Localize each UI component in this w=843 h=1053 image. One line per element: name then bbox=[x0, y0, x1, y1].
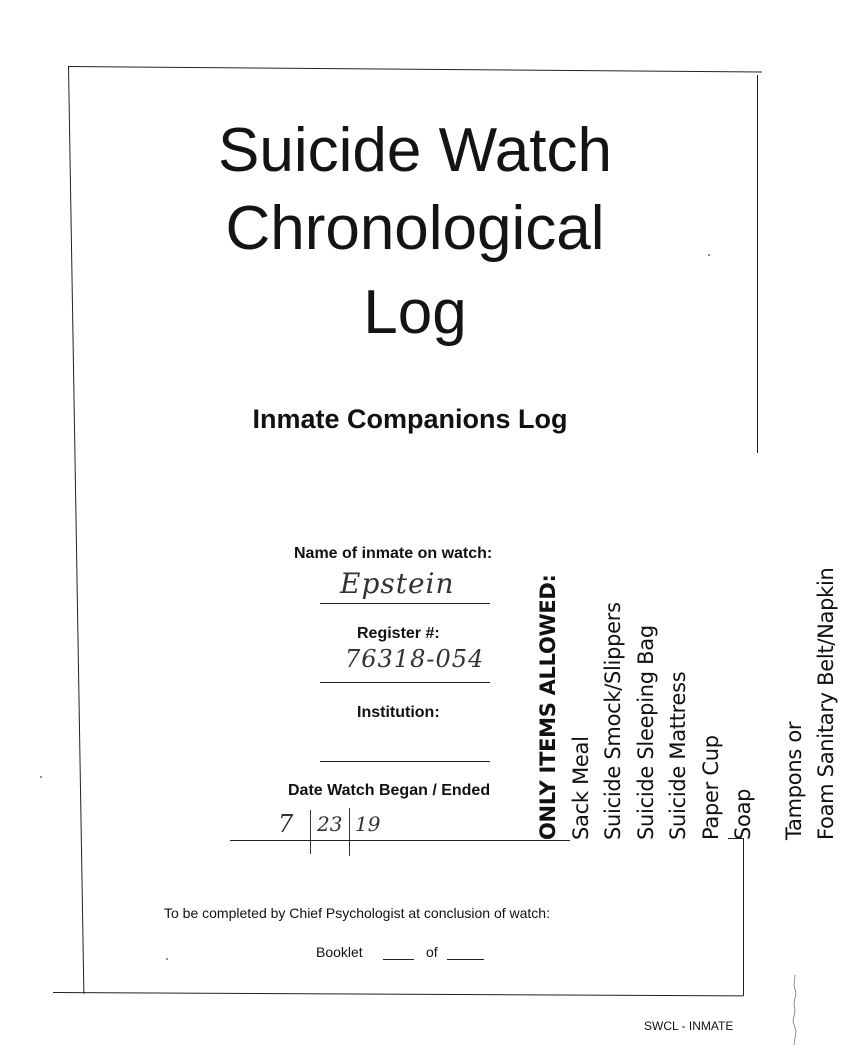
allowed-items-header: ONLY ITEMS ALLOWED: bbox=[536, 574, 560, 840]
allowed-item: Suicide Sleeping Bag bbox=[633, 625, 658, 840]
institution-underline bbox=[320, 761, 490, 762]
date-underline bbox=[230, 840, 570, 841]
allowed-item: Foam Sanitary Belt/Napkin bbox=[814, 567, 838, 840]
scan-speck bbox=[166, 958, 168, 960]
allowed-item: Sack Meal bbox=[568, 736, 593, 840]
inmate-name-value[interactable]: Epstein bbox=[340, 567, 455, 600]
booklet-total-blank[interactable] bbox=[447, 959, 484, 960]
page-border-top bbox=[69, 66, 762, 72]
page-border-right-upper bbox=[757, 75, 758, 453]
allowed-items-sticker bbox=[532, 470, 838, 840]
register-label: Register #: bbox=[357, 625, 440, 642]
allowed-item: Suicide Smock/Slippers bbox=[601, 602, 625, 840]
title-line-3: Log bbox=[363, 278, 467, 347]
allowed-item: Soap bbox=[731, 788, 755, 840]
booklet-of-label: of bbox=[426, 944, 438, 960]
subtitle: Inmate Companions Log bbox=[252, 404, 568, 434]
institution-label: Institution: bbox=[357, 704, 440, 721]
scan-speck bbox=[40, 776, 42, 778]
margin-scribble bbox=[792, 975, 798, 1045]
date-watch-label: Date Watch Began / Ended bbox=[288, 782, 491, 799]
form-code: SWCL - INMATE bbox=[644, 1019, 734, 1033]
page-border-right-lower bbox=[743, 838, 744, 996]
inmate-name-underline bbox=[320, 603, 490, 604]
title-line-2: Chronological bbox=[225, 194, 605, 263]
allowed-item: Tampons or bbox=[781, 721, 806, 840]
date-divider-1 bbox=[310, 810, 311, 854]
register-underline bbox=[320, 682, 490, 683]
register-value[interactable]: 76318-054 bbox=[345, 645, 485, 673]
date-day[interactable]: 23 bbox=[317, 812, 343, 836]
booklet-label: Booklet bbox=[316, 944, 363, 960]
page-border-left bbox=[68, 66, 84, 994]
date-year[interactable]: 19 bbox=[355, 812, 381, 836]
inmate-name-label: Name of inmate on watch: bbox=[294, 545, 493, 562]
allowed-item: Suicide Mattress bbox=[666, 671, 690, 840]
psychologist-instruction: To be completed by Chief Psychologist at conclusion of watch: bbox=[164, 905, 550, 921]
date-divider-2 bbox=[349, 808, 350, 856]
page-border-bottom bbox=[53, 992, 743, 996]
title-line-1: Suicide Watch bbox=[218, 116, 612, 185]
booklet-number-blank[interactable] bbox=[383, 959, 414, 960]
scan-speck bbox=[708, 254, 710, 256]
date-month[interactable]: 7 bbox=[278, 810, 294, 838]
allowed-item: Paper Cup bbox=[698, 735, 723, 840]
